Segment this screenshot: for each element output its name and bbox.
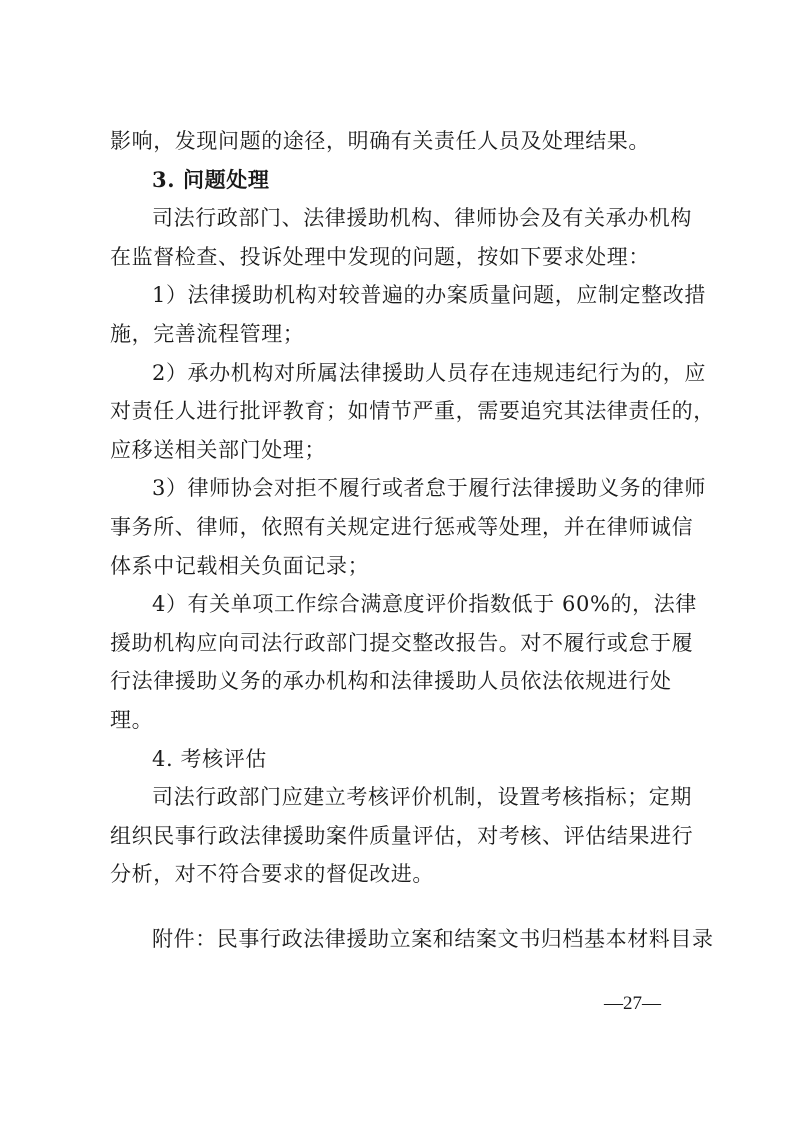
section-heading-assessment: 4. 考核评估 <box>152 746 267 771</box>
page-number: —27— <box>604 993 661 1014</box>
list-item-line: 对责任人进行批评教育；如情节严重，需要追究其法律责任的， <box>110 399 715 424</box>
attachment-note: 附件：民事行政法律援助立案和结案文书归档基本材料目录 <box>152 926 714 951</box>
paragraph-line: 组织民事行政法律援助案件质量评估，对考核、评估结果进行 <box>110 823 694 848</box>
list-item-line: 行法律援助义务的承办机构和法律援助人员依法依规进行处 <box>110 669 672 694</box>
list-item-line: 事务所、律师，依照有关规定进行惩戒等处理，并在律师诚信 <box>110 514 694 539</box>
list-item-line: 体系中记载相关负面记录； <box>110 553 370 578</box>
paragraph-line: 分析，对不符合要求的督促改进。 <box>110 862 434 887</box>
list-item-line: 应移送相关部门处理； <box>110 437 326 462</box>
list-item-line: 援助机构应向司法行政部门提交整改报告。对不履行或怠于履 <box>110 630 694 655</box>
list-item-line: 1）法律援助机构对较普遍的办案质量问题，应制定整改措 <box>152 283 706 308</box>
document-body <box>110 122 715 958</box>
list-item-line: 施，完善流程管理； <box>110 321 305 346</box>
list-item-line: 4）有关单项工作综合满意度评价指数低于 60%的，法律 <box>152 592 697 617</box>
paragraph-line: 在监督检查、投诉处理中发现的问题，按如下要求处理： <box>110 244 650 269</box>
paragraph-line: 司法行政部门、法律援助机构、律师协会及有关承办机构 <box>152 206 692 231</box>
section-heading-problem-handling: 3. 问题处理 <box>152 166 270 192</box>
list-item-line: 理。 <box>110 707 154 732</box>
list-item-line: 3）律师协会对拒不履行或者怠于履行法律援助义务的律师 <box>152 476 706 501</box>
spacer <box>110 894 678 920</box>
list-item-line: 2）承办机构对所属法律援助人员存在违规违纪行为的，应 <box>152 360 706 385</box>
paragraph-line: 影响，发现问题的途径，明确有关责任人员及处理结果。 <box>110 129 650 153</box>
paragraph-line: 司法行政部门应建立考核评价机制，设置考核指标；定期 <box>152 785 692 810</box>
